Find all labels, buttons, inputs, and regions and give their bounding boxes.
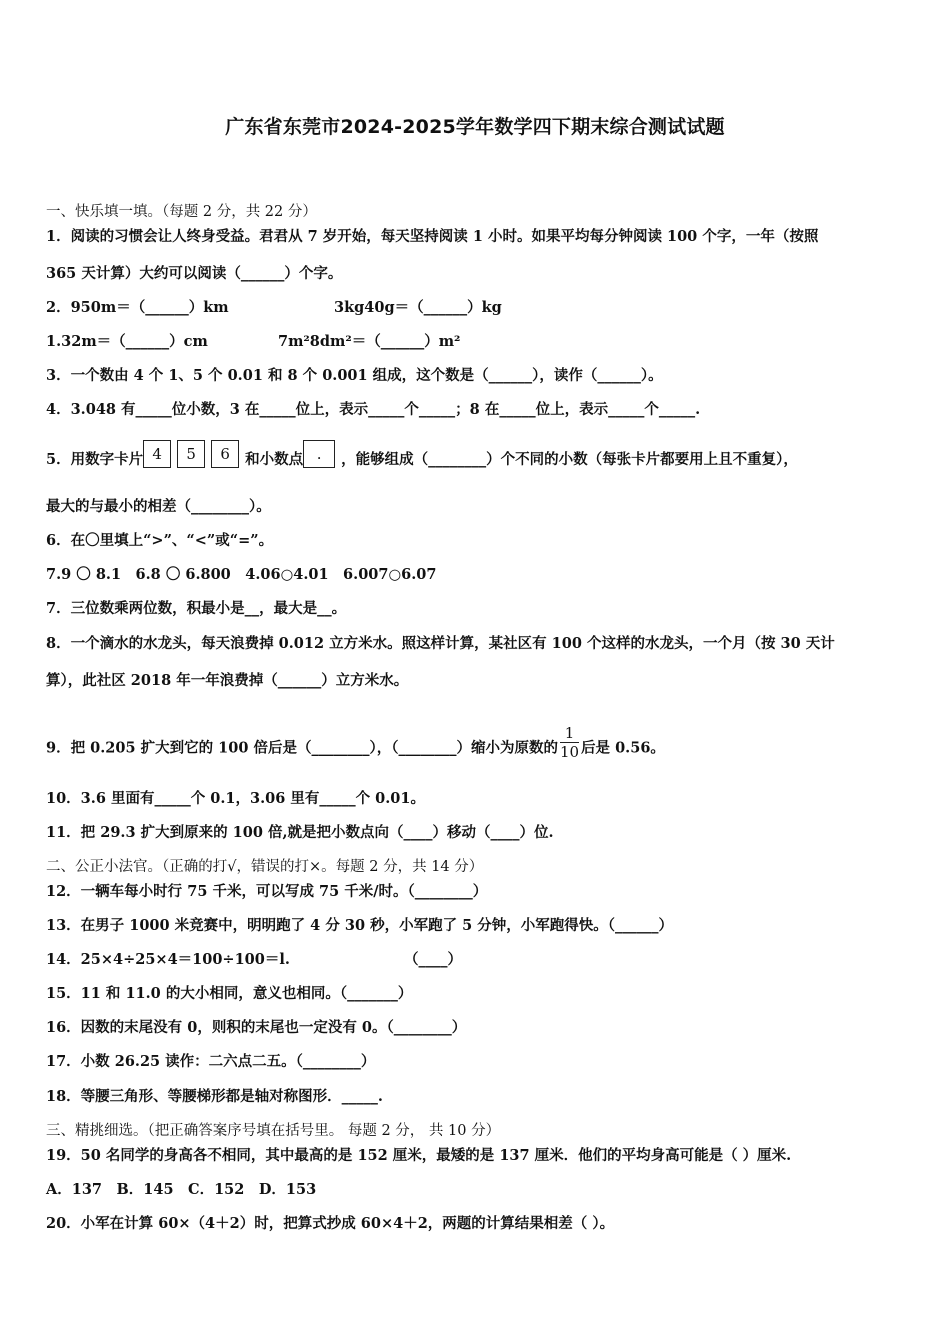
question-19: 19．50 名同学的身高各不相同，其中最高的是 152 厘米，最矮的是 137 厘米．他们的平均身高可能是（ ）厘米. [46,1147,792,1164]
q9-prefix: 9．把 0.205 扩大到它的 100 倍后是（________），（________）缩小为原数的 [46,739,558,757]
fraction-denominator: 10 [559,743,580,761]
question-18: 18．等腰三角形、等腰梯形都是轴对称图形．_____. [46,1088,383,1105]
question-15: 15．11 和 11.0 的大小相同，意义也相同。（_______） [46,985,413,1002]
question-12: 12．一辆车每小时行 75 千米，可以写成 75 千米/时。（________） [46,883,488,900]
question-13: 13．在男子 1000 米竞赛中，明明跑了 4 分 30 秒，小军跑了 5 分钟，小军跑得快。（______） [46,917,674,934]
digit-card-4: 4 [143,440,171,468]
section-heading-2: 二、公正小法官。（正确的打√，错误的打×。每题 2 分，共 14 分） [46,859,484,875]
question-3: 3．一个数由 4 个 1、5 个 0.01 和 8 个 0.001 组成，这个数是（______），读作（______）。 [46,367,663,384]
q5-prefix: 5．用数字卡片 [46,451,144,468]
q14-blank: （____） [404,951,462,968]
question-20: 20．小军在计算 60×（4＋2）时，把算式抄成 60×4＋2，两题的计算结果相差（ ）。 [46,1215,615,1232]
question-14 [46,950,462,970]
question-1-line-2: 365 天计算）大约可以阅读（______）个字。 [46,265,343,282]
question-5-line-2: 最大的与最小的相差（________）。 [46,498,271,515]
question-11: 11．把 29.3 扩大到原来的 100 倍,就是把小数点向（____）移动（____）位. [46,824,554,841]
question-2-line-2 [46,332,461,352]
question-5-line-1 [46,446,798,474]
question-2-line-1 [46,298,502,318]
section-heading-3: 三、精挑细选。（把正确答案序号填在括号里。 每题 2 分， 共 10 分） [46,1123,501,1139]
question-16: 16．因数的末尾没有 0，则积的末尾也一定没有 0。（________） [46,1019,467,1036]
q2-part-c: 1.32m＝（______）cm [46,333,208,350]
q9-suffix: 后是 0.56。 [581,739,665,757]
question-8-line-2: 算），此社区 2018 年一年浪费掉（______）立方米水。 [46,672,409,689]
q2-part-a: 2．950m＝（______）km [46,299,229,316]
question-10: 10．3.6 里面有_____个 0.1，3.06 里有_____个 0.01。 [46,790,425,807]
question-6-items: 7.9 〇 8.1 6.8 〇 6.800 4.06○4.01 6.007○6.07 [46,566,437,583]
question-19-options: A．137 B．145 C．152 D．153 [46,1181,317,1198]
q2-part-d: 7m²8dm²＝（______）m² [278,333,461,350]
q2-part-b: 3kg40g＝（______）kg [334,299,502,316]
question-1-line-1: 1．阅读的习惯会让人终身受益。君君从 7 岁开始，每天坚持阅读 1 小时。如果平均每分钟阅读 100 个字，一年（按照 [46,228,819,245]
page-title: 广东省东莞市2024-2025学年数学四下期末综合测试试题 [225,116,725,138]
fraction-numerator: 1 [560,724,579,743]
q14-text: 14．25×4÷25×4＝100÷100＝l. [46,951,290,968]
fraction-one-tenth [560,724,579,761]
q5-suffix: ，能够组成（________）个不同的小数（每张卡片都要用上且不重复）， [341,451,798,468]
digit-card-6: 6 [211,440,239,468]
section-heading-1: 一、快乐填一填。（每题 2 分，共 22 分） [46,204,317,220]
question-4: 4．3.048 有_____位小数，3 在_____位上，表示_____个_____；8 在_____位上，表示_____个_____. [46,401,701,418]
question-6: 6．在〇里填上“>”、“<”或“=”。 [46,532,274,549]
question-8-line-1: 8．一个滴水的水龙头，每天浪费掉 0.012 立方米水。照这样计算，某社区有 100 个这样的水龙头，一个月（按 30 天计 [46,635,835,652]
question-7: 7．三位数乘两位数，积最小是__，最大是__。 [46,600,347,617]
digit-card-5: 5 [177,440,205,468]
question-17: 17．小数 26.25 读作：二六点二五。（________） [46,1053,376,1070]
question-9 [46,724,665,767]
decimal-point-card: . [303,440,335,468]
q5-mid: 和小数点 [245,451,304,468]
